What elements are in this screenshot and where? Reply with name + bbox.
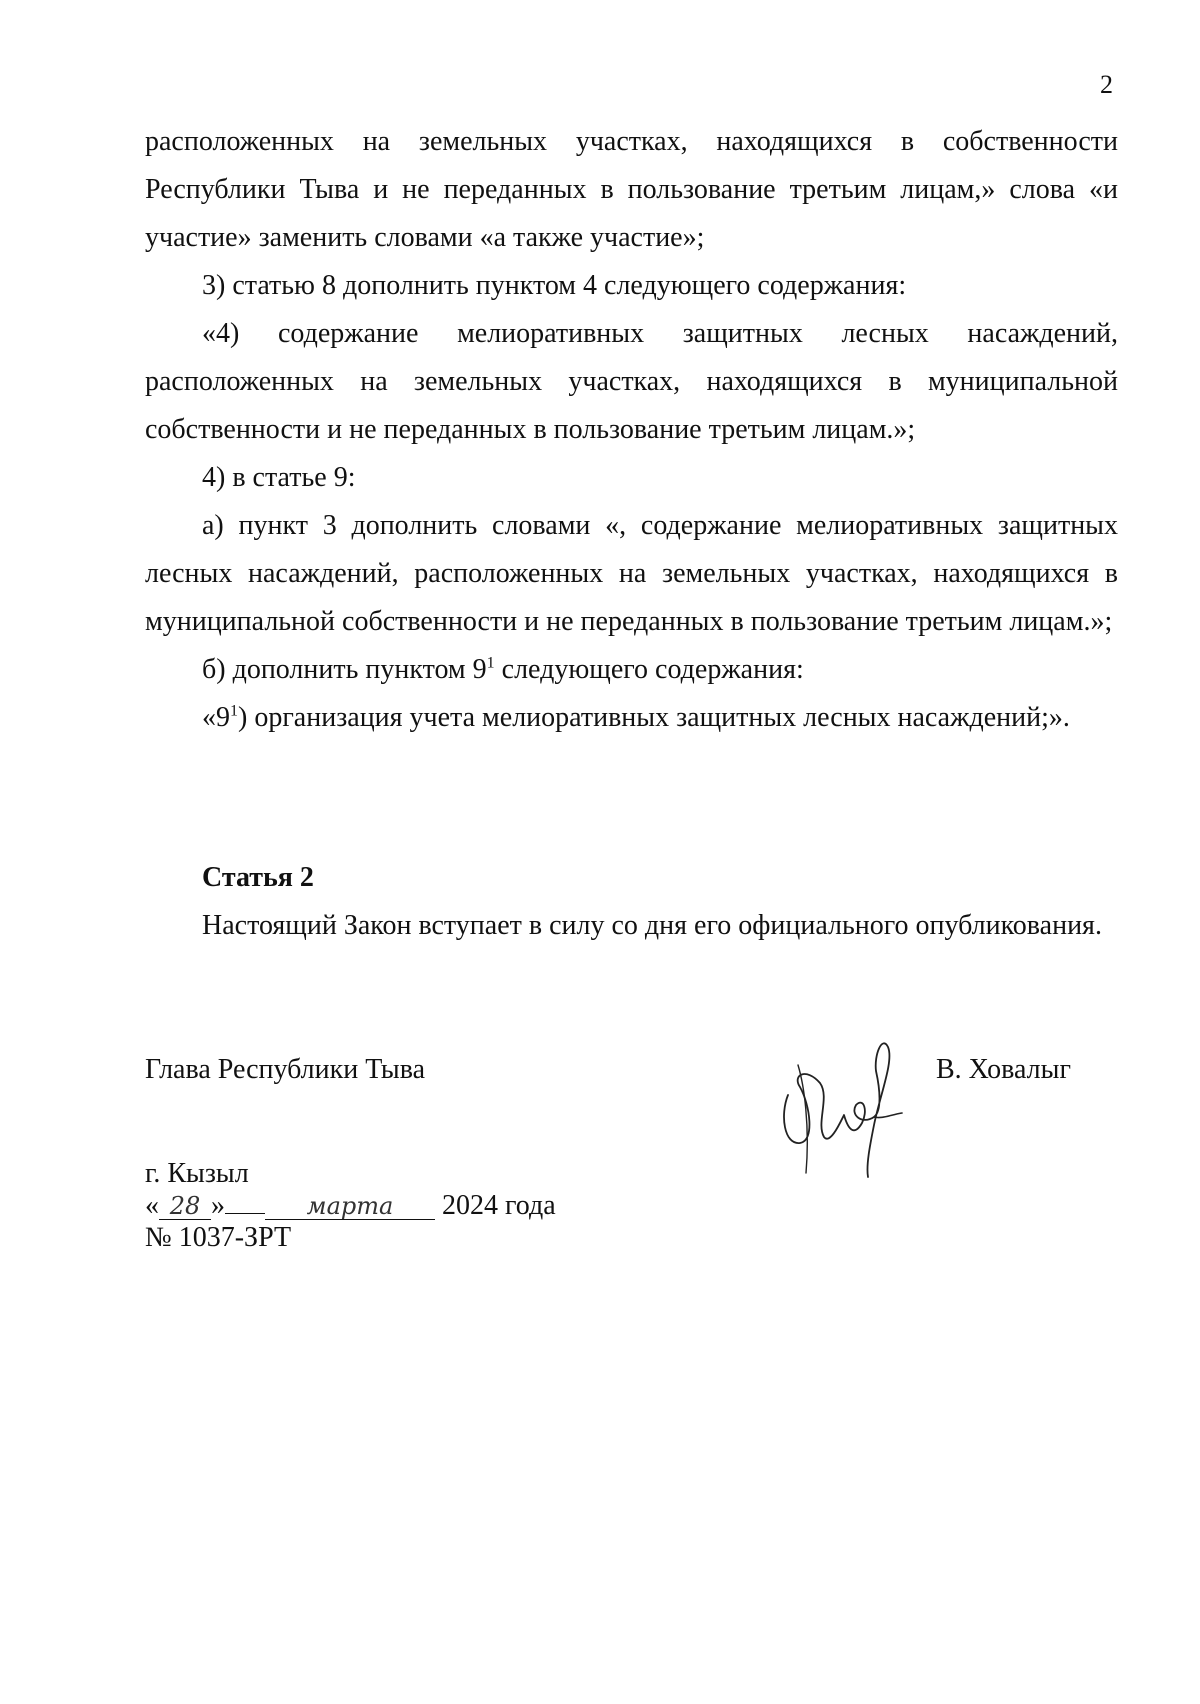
law-number: № 1037-ЗРТ xyxy=(145,1222,292,1253)
date-of-signing xyxy=(145,1190,556,1222)
place-of-signing: г. Кызыл xyxy=(145,1158,249,1189)
paragraph-subitem-b xyxy=(145,646,1118,694)
handwritten-signature xyxy=(770,1025,910,1180)
document-body xyxy=(145,118,1118,742)
subitem-b-text-end: следующего содержания: xyxy=(494,654,804,685)
superscript: 1 xyxy=(230,702,238,720)
date-day-handwritten: 28 xyxy=(159,1193,211,1220)
quote-9-1-text-end: ) организация учета мелиоративных защитных лесных насаждений;». xyxy=(238,702,1070,733)
paragraph-subitem-a: а) пункт 3 дополнить словами «, содержание мелиоративных защитных лесных насаждений, расположенных на земельных участках, находящихся в муниципальной собственности и не переданных в пользование третьим лицам.»; xyxy=(145,510,1118,637)
date-month-handwritten: марта xyxy=(265,1193,435,1220)
page-number: 2 xyxy=(1100,70,1113,99)
article-heading: Статья 2 xyxy=(202,862,314,893)
paragraph-quote-9-1 xyxy=(145,694,1118,742)
subitem-b-text: б) дополнить пунктом 9 xyxy=(202,654,487,685)
quote-9-1-text: «9 xyxy=(202,702,230,733)
signatory-title: Глава Республики Тыва xyxy=(145,1054,426,1085)
article-text: Настоящий Закон вступает в силу со дня его официального опубликования. xyxy=(202,910,1102,941)
paragraph-quote-4: «4) содержание мелиоративных защитных лесных насаждений, расположенных на земельных участках, находящихся в муниципальной собственности и не переданных в пользование третьим лицам.»; xyxy=(145,318,1118,445)
superscript: 1 xyxy=(486,654,495,672)
date-open-quote: « xyxy=(145,1190,159,1221)
date-close-quote: » xyxy=(211,1190,225,1221)
paragraph-item-3: 3) статью 8 дополнить пунктом 4 следующего содержания: xyxy=(202,270,907,301)
paragraph-continuation: расположенных на земельных участках, находящихся в собственности Республики Тыва и не переданных в пользование третьим лицам,» слова «и участие» заменить словами «а также участие»; xyxy=(145,126,1118,253)
signatory-name: В. Ховалыг xyxy=(936,1054,1071,1085)
paragraph-item-4: 4) в статье 9: xyxy=(202,462,356,493)
date-underline xyxy=(225,1213,265,1214)
date-year: 2024 года xyxy=(442,1190,556,1221)
